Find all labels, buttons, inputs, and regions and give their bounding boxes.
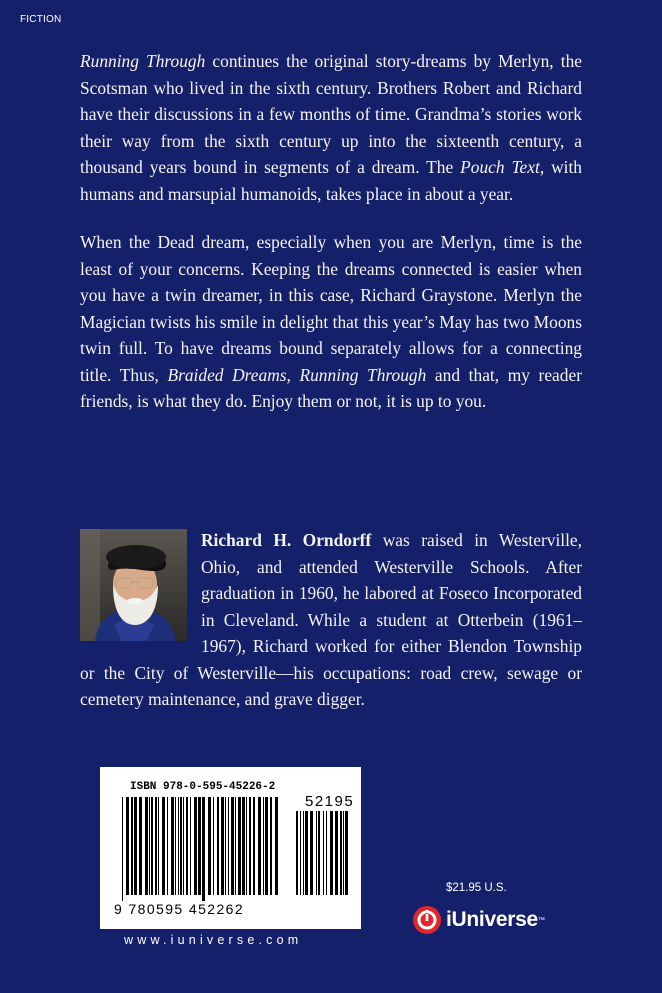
author-name: Richard H. Orndorff: [201, 530, 372, 550]
author-bio: [80, 527, 582, 713]
website-url: www.iuniverse.com: [124, 933, 303, 947]
blurb-title-italic: Running Through: [80, 51, 206, 71]
blurb-text: When the Dead dream, especially when you are Merlyn, time is the least of your concerns. Keeping the dreams connected is easier when you have a twin dreamer, in this case, Richard Graystone. Merlyn the Magician twists his smile in delight that this year’s May has two Moons twin full. To have dreams bound separately allows for a connecting title. Thus,: [80, 232, 582, 385]
blurb-paragraph-2: [80, 229, 582, 415]
addon-barcode: [296, 811, 348, 901]
barcode-digits: 9 780595 452262: [114, 901, 244, 917]
blurb-pouch-text-italic: Pouch Text: [460, 157, 540, 177]
author-bio-text: was raised in Westerville, Ohio, and attended Westerville Schools. After graduation in 1960, he labored at Foseco Incorporated in Cleveland. While a student at Otterbein (1961–1967), Richard worked for either Blendon Township or the City of Westerville—his occupations: road crew, sewage or cemetery maintenance, and grave digger.: [80, 530, 583, 709]
book-blurb: [80, 48, 582, 437]
ean-barcode: [122, 797, 282, 901]
blurb-text: and that, my reader friends, is what they do. Enjoy them or not, it is up to you.: [80, 364, 582, 411]
price-label: $21.95 U.S.: [446, 882, 507, 894]
iuniverse-logo-icon: [412, 905, 442, 935]
publisher-name: iUniverse: [446, 908, 538, 931]
blurb-paragraph-1: [80, 48, 582, 207]
publisher-logo: [412, 903, 545, 937]
blurb-text: , with humans and marsupial humanoids, takes place in about a year.: [80, 157, 582, 204]
author-photo: [80, 529, 187, 641]
genre-label: FICTION: [20, 14, 62, 25]
blurb-text: continues the original story-dreams by Merlyn, the Scotsman who lived in the sixth century. Brothers Robert and Richard have their discussions in a few months of time. Grandma’s stories work their way from the sixth century up into the sixteenth century, a thousand years bound in segments of a dream. The: [80, 51, 582, 177]
blurb-titles-italic: Braided Dreams, Running Through: [167, 364, 427, 385]
isbn-text: ISBN 978-0-595-45226-2: [130, 781, 276, 793]
price-code: 52195: [305, 793, 355, 810]
barcode-box: [100, 767, 361, 929]
trademark-symbol: ™: [537, 916, 545, 924]
